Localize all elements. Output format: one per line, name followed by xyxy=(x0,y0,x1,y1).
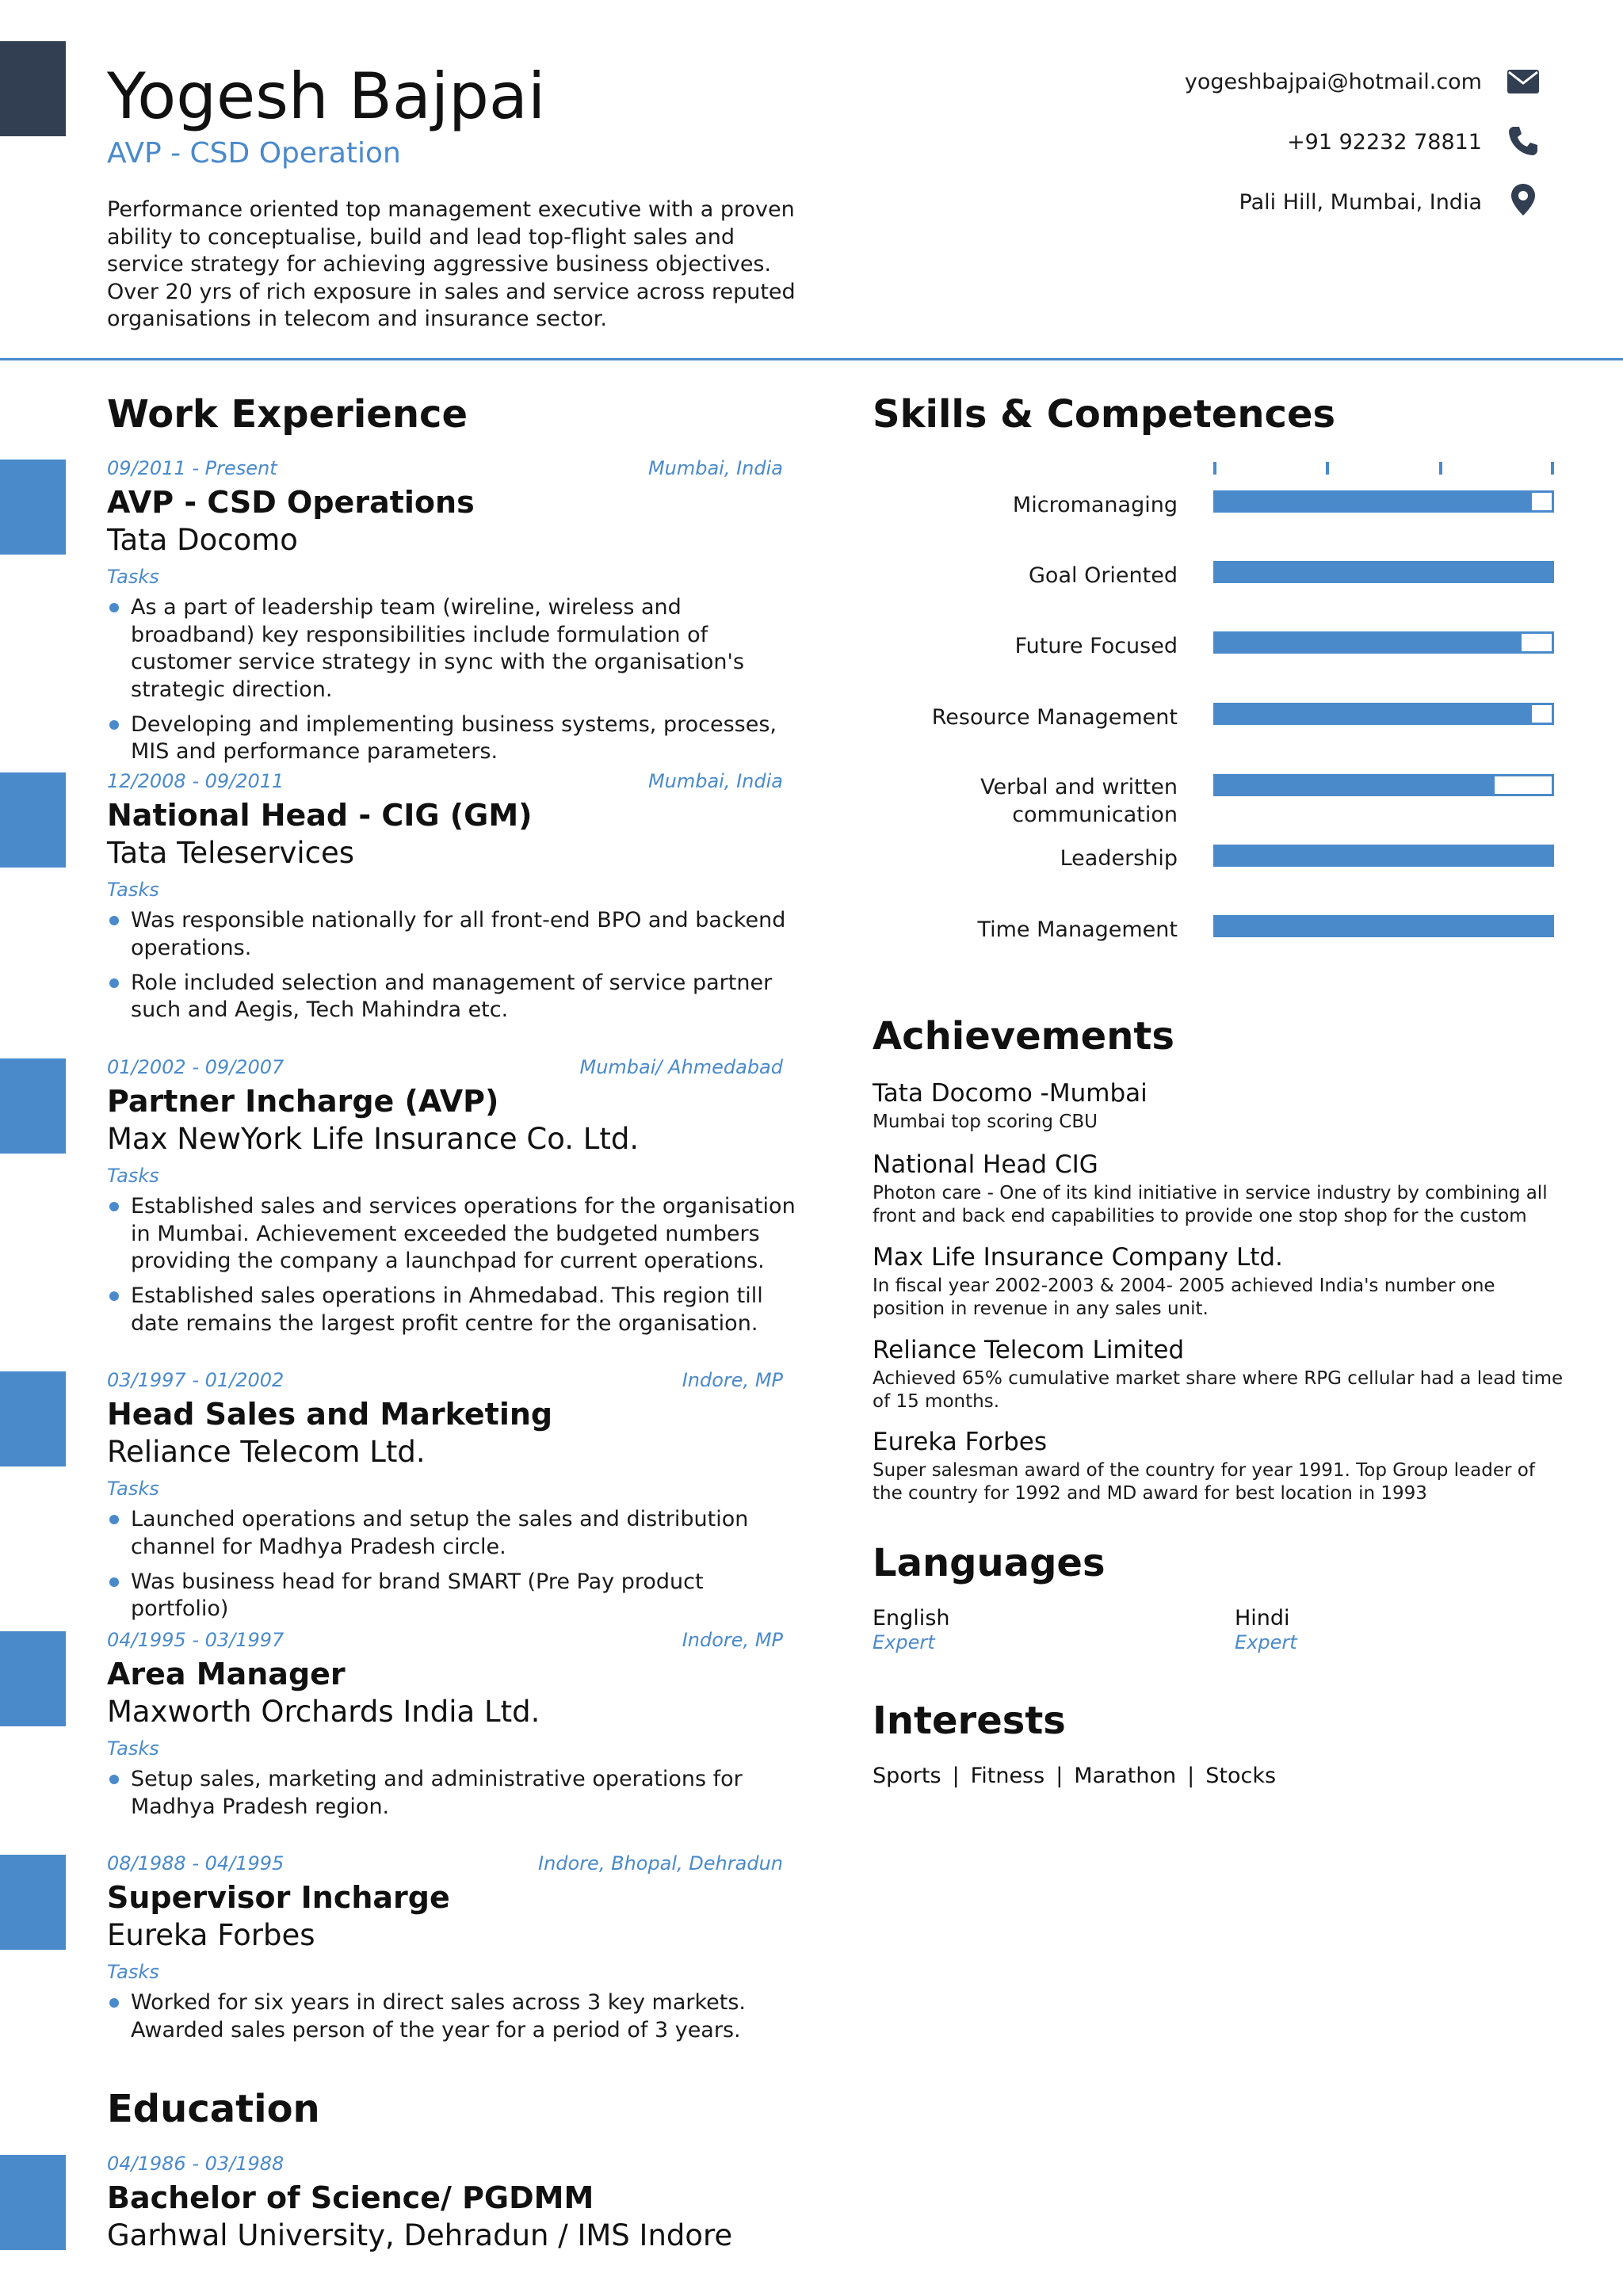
language-level: Expert xyxy=(1235,1631,1297,1653)
header-divider xyxy=(0,358,1623,360)
achievement-description: Mumbai top scoring CBU xyxy=(873,1112,1098,1132)
job-role: Supervisor Incharge xyxy=(107,1880,450,1915)
job-location: Indore, Bhopal, Dehradun xyxy=(537,1852,783,1875)
language-name: English xyxy=(873,1606,950,1630)
skills-heading: Skills & Competences xyxy=(873,392,1336,437)
job-task-list xyxy=(107,1766,804,1829)
phone-text[interactable]: +91 92232 78811 xyxy=(1287,130,1482,154)
tasks-label: Tasks xyxy=(107,1961,159,1983)
job-marker xyxy=(0,1855,66,1950)
education-institution: Garhwal University, Dehradun / IMS Indore xyxy=(107,2218,733,2252)
job-date: 09/2011 - Present xyxy=(107,457,277,479)
achievement-description: Photon care - One of its kind initiative in service industry by combining all front and back end capabilities to provide one stop shop for the custom xyxy=(873,1183,1548,1226)
interests-heading: Interests xyxy=(873,1699,1066,1743)
job-marker xyxy=(0,772,66,868)
email-text[interactable]: yogeshbajpai@hotmail.com xyxy=(1184,70,1482,94)
job-role: Area Manager xyxy=(107,1657,346,1691)
candidate-title: AVP - CSD Operation xyxy=(107,137,401,170)
job-role: Partner Incharge (AVP) xyxy=(107,1084,499,1119)
job-task: Developing and implementing business systems, processes, MIS and performance parameters. xyxy=(107,711,804,766)
achievement-title: Reliance Telecom Limited xyxy=(873,1336,1185,1364)
job-task: Role included selection and management of service partner such and Aegis, Tech Mahindra etc. xyxy=(107,970,804,1024)
job-role: National Head - CIG (GM) xyxy=(107,798,533,833)
interests-list xyxy=(873,1763,1276,1790)
interest-item: Marathon xyxy=(1074,1764,1177,1788)
skill-level-fill xyxy=(1216,705,1532,723)
job-task: As a part of leadership team (wireline, wireless and broadband) key responsibilities include formulation of customer service strategy in sync with the organisation's strategic direction. xyxy=(107,594,804,704)
job-company: Maxworth Orchards India Ltd. xyxy=(107,1695,540,1729)
achievement-title: Max Life Insurance Company Ltd. xyxy=(873,1243,1283,1272)
skill-level-fill xyxy=(1216,847,1552,864)
job-marker xyxy=(0,460,66,555)
header-accent-bar xyxy=(0,41,66,136)
achievements-heading: Achievements xyxy=(873,1014,1174,1058)
skill-scale-tick xyxy=(1439,462,1442,475)
interest-item: Stocks xyxy=(1205,1764,1277,1788)
job-marker xyxy=(0,1371,66,1466)
skill-name: Verbal and written communication xyxy=(980,775,1178,827)
job-company: Eureka Forbes xyxy=(107,1918,315,1952)
job-task: Was responsible nationally for all front-end BPO and backend operations. xyxy=(107,907,804,962)
job-task-list xyxy=(107,1989,804,2052)
job-location: Indore, MP xyxy=(682,1369,783,1391)
skill-scale-tick xyxy=(1551,462,1554,475)
job-task-list xyxy=(107,1506,804,1630)
language-level: Expert xyxy=(873,1631,935,1653)
achievement-description: Achieved 65% cumulative market share where RPG cellular had a lead time of 15 months. xyxy=(873,1368,1564,1412)
achievement-title: Eureka Forbes xyxy=(873,1428,1047,1456)
tasks-label: Tasks xyxy=(107,1165,159,1187)
interest-separator: | xyxy=(1187,1764,1195,1788)
candidate-name: Yogesh Bajpai xyxy=(107,59,546,133)
skill-name: Micromanaging xyxy=(1012,493,1178,517)
achievement-title: Tata Docomo -Mumbai xyxy=(873,1079,1148,1108)
profile-summary: Performance oriented top management executive with a proven ability to conceptualise, build and lead top-flight sales and service strategy for achieving aggressive business objectives. Over 20 yrs of rich exposure in sales and service across reputed organisations in telecom and insurance sector. xyxy=(107,197,796,331)
interest-item: Sports xyxy=(873,1764,941,1788)
job-location: Mumbai/ Ahmedabad xyxy=(579,1056,783,1078)
skill-bar xyxy=(1213,845,1554,867)
job-task-list xyxy=(107,907,804,1032)
map-pin-icon xyxy=(1506,182,1541,217)
job-company: Tata Docomo xyxy=(107,523,298,557)
job-task: Established sales operations in Ahmedabad. This region till date remains the largest profit centre for the organisation. xyxy=(107,1283,804,1337)
interest-separator: | xyxy=(1056,1764,1064,1788)
job-task: Setup sales, marketing and administrative operations for Madhya Pradesh region. xyxy=(107,1766,804,1821)
job-company: Max NewYork Life Insurance Co. Ltd. xyxy=(107,1122,640,1156)
tasks-label: Tasks xyxy=(107,1737,159,1760)
job-role: AVP - CSD Operations xyxy=(107,485,475,520)
job-task: Worked for six years in direct sales across 3 key markets. Awarded sales person of the year for a period of 3 years. xyxy=(107,1989,804,2044)
job-location: Indore, MP xyxy=(682,1629,783,1651)
skill-scale-tick xyxy=(1326,462,1329,475)
skill-name: Resource Management xyxy=(931,705,1178,730)
skill-name: Future Focused xyxy=(1014,634,1178,658)
work-experience-heading: Work Experience xyxy=(107,392,468,437)
skill-scale xyxy=(1213,462,1554,478)
tasks-label: Tasks xyxy=(107,1478,159,1500)
skill-level-fill xyxy=(1216,493,1532,510)
job-marker xyxy=(0,1631,66,1726)
location-text: Pali Hill, Mumbai, India xyxy=(1239,190,1482,215)
skill-level-fill xyxy=(1216,634,1522,651)
skill-bar xyxy=(1213,703,1554,725)
job-role: Head Sales and Marketing xyxy=(107,1397,553,1432)
interest-separator: | xyxy=(952,1764,960,1788)
achievement-description: In fiscal year 2002-2003 & 2004- 2005 achieved India's number one position in revenue in any sales unit. xyxy=(873,1276,1495,1319)
job-location: Mumbai, India xyxy=(647,457,783,479)
languages-heading: Languages xyxy=(873,1541,1106,1585)
phone-icon xyxy=(1506,124,1541,158)
tasks-label: Tasks xyxy=(107,879,159,901)
skill-bar xyxy=(1213,561,1554,583)
job-task: Established sales and services operations for the organisation in Mumbai. Achievement exceeded the budgeted numbers providing the company a launchpad for current operations. xyxy=(107,1193,804,1276)
skill-bar xyxy=(1213,915,1554,937)
skill-bar xyxy=(1213,774,1554,796)
tasks-label: Tasks xyxy=(107,566,159,588)
skill-level-fill xyxy=(1216,917,1552,935)
job-task: Launched operations and setup the sales and distribution channel for Madhya Pradesh circle. xyxy=(107,1506,804,1561)
achievement-description: Super salesman award of the country for year 1991. Top Group leader of the country for 1992 and MD award for best location in 1993 xyxy=(873,1460,1535,1504)
skill-bar xyxy=(1213,631,1554,654)
job-marker xyxy=(0,1058,66,1154)
education-marker xyxy=(0,2155,66,2250)
education-date: 04/1986 - 03/1988 xyxy=(107,2153,285,2175)
job-location: Mumbai, India xyxy=(647,770,783,792)
envelope-icon xyxy=(1506,63,1541,98)
skill-level-fill xyxy=(1216,563,1552,581)
education-heading: Education xyxy=(107,2087,320,2131)
skill-level-fill xyxy=(1216,776,1495,794)
skill-name: Goal Oriented xyxy=(1029,563,1178,588)
skill-scale-tick xyxy=(1213,462,1216,475)
interest-item: Fitness xyxy=(970,1764,1045,1788)
job-task-list xyxy=(107,1193,804,1345)
language-name: Hindi xyxy=(1235,1606,1290,1630)
skill-name: Time Management xyxy=(977,917,1178,942)
education-degree: Bachelor of Science/ PGDMM xyxy=(107,2180,594,2215)
job-task: Was business head for brand SMART (Pre Pay product portfolio) xyxy=(107,1569,804,1623)
job-date: 01/2002 - 09/2007 xyxy=(107,1056,285,1078)
achievement-title: National Head CIG xyxy=(873,1150,1098,1179)
job-company: Tata Teleservices xyxy=(107,836,355,870)
skill-name: Leadership xyxy=(1060,846,1178,871)
job-task-list xyxy=(107,594,804,773)
skill-bar xyxy=(1213,490,1554,513)
job-company: Reliance Telecom Ltd. xyxy=(107,1435,426,1469)
job-date: 03/1997 - 01/2002 xyxy=(107,1369,285,1391)
job-date: 04/1995 - 03/1997 xyxy=(107,1629,285,1651)
job-date: 08/1988 - 04/1995 xyxy=(107,1852,285,1875)
job-date: 12/2008 - 09/2011 xyxy=(107,770,285,792)
